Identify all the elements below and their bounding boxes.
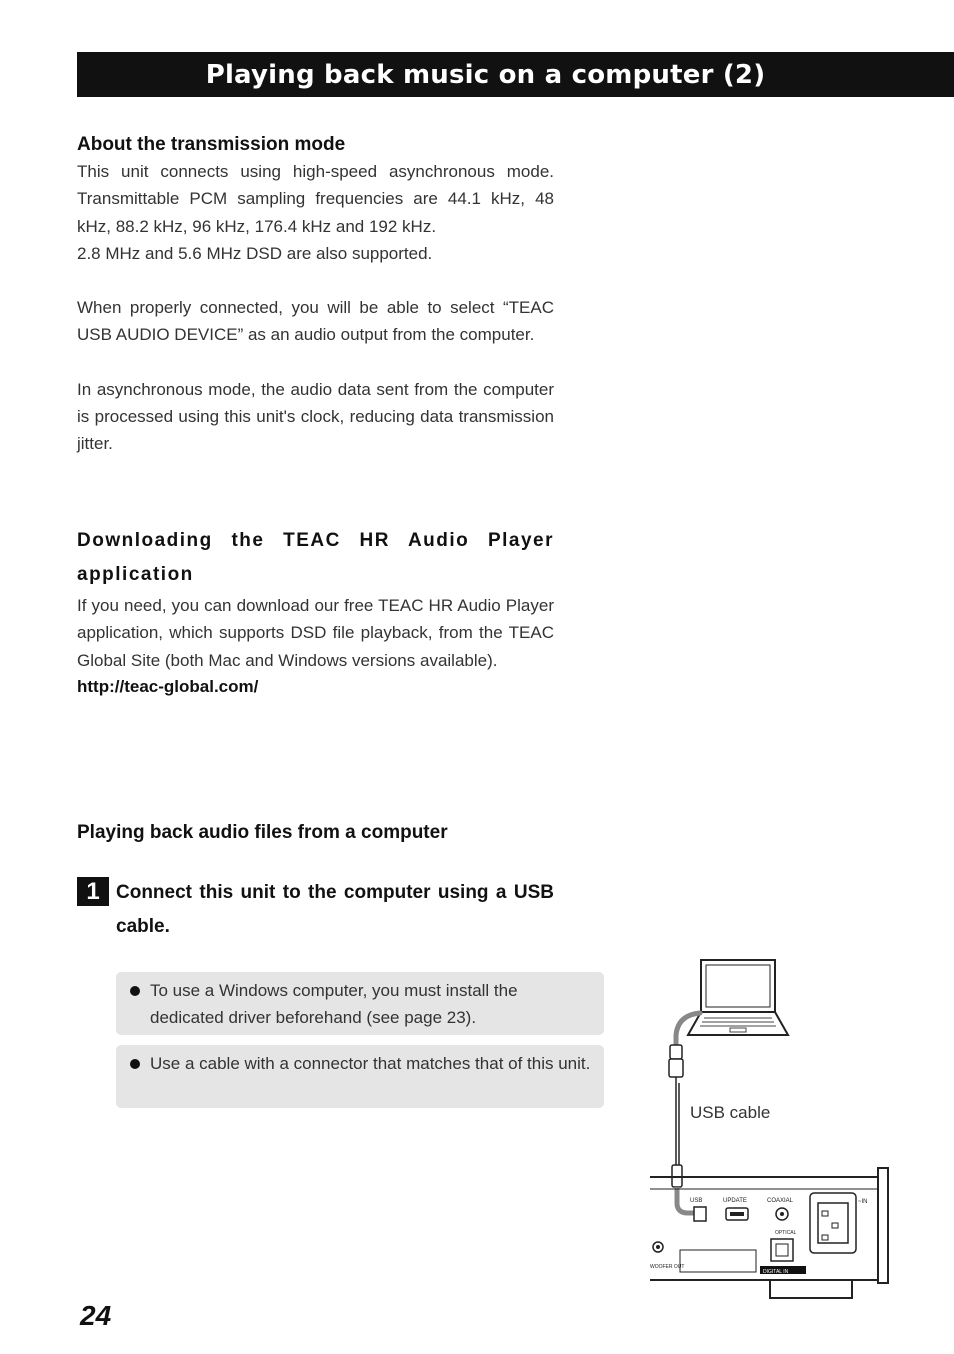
coaxial-port-label: COAXIAL	[767, 1198, 794, 1204]
note-text: To use a Windows computer, you must install the dedicated driver beforehand (see page 23).	[150, 981, 518, 1028]
page-title-bar	[77, 52, 954, 97]
step-instruction: Connect this unit to the computer using a USB cable.	[116, 882, 554, 937]
update-port-label: UPDATE	[723, 1198, 747, 1204]
bullet-icon	[130, 986, 140, 996]
laptop-icon	[688, 960, 788, 1035]
section-transmission-mode	[77, 134, 554, 458]
bullet-icon	[130, 1059, 140, 1069]
playback-heading: Playing back audio files from a computer	[77, 822, 448, 843]
download-para: If you need, you can download our free TEAC HR Audio Player application, which supports DSD file playback, from the TEAC Global Site (both Mac and Windows versions available).	[77, 596, 554, 670]
usb-cable-label: USB cable	[690, 1103, 771, 1122]
transmission-heading: About the transmission mode	[77, 134, 346, 155]
transmission-para-1b: 2.8 MHz and 5.6 MHz DSD are also supported.	[77, 243, 433, 263]
transmission-para-2: When properly connected, you will be able to select “TEAC USB AUDIO DEVICE” as an audio output from the computer.	[77, 298, 554, 345]
note-box-windows-driver	[116, 972, 604, 1035]
optical-port-label: OPTICAL	[775, 1230, 797, 1236]
usb-connection-diagram	[650, 955, 900, 1305]
transmission-para-1: This unit connects using high-speed asynchronous mode. Transmittable PCM sampling frequencies are 44.1 kHz, 48 kHz, 88.2 kHz, 96 kHz, 176.4 kHz and 192 kHz.	[77, 162, 554, 236]
page-number: 24	[80, 1300, 112, 1331]
rear-panel-icon	[650, 1168, 888, 1298]
note-text: Use a cable with a connector that matches that of this unit.	[150, 1054, 591, 1073]
note-box-cable-connector	[116, 1045, 604, 1108]
step-number-badge: 1	[77, 877, 109, 906]
page-title: Playing back music on a computer (2)	[205, 59, 766, 90]
usb-port-label: USB	[690, 1198, 703, 1204]
digital-in-label: DIGITAL IN	[763, 1269, 789, 1275]
teac-global-link[interactable]: http://teac-global.com/	[77, 676, 259, 696]
woofer-out-label: WOOFER OUT	[650, 1264, 685, 1270]
transmission-para-3: In asynchronous mode, the audio data sent from the computer is processed using this unit's clock, reducing data transmission jitter.	[77, 379, 554, 454]
section-download	[77, 524, 554, 697]
section-playback	[77, 822, 554, 844]
ac-in-label: ~IN	[858, 1199, 868, 1205]
download-heading: Downloading the TEAC HR Audio Player application	[77, 530, 554, 585]
